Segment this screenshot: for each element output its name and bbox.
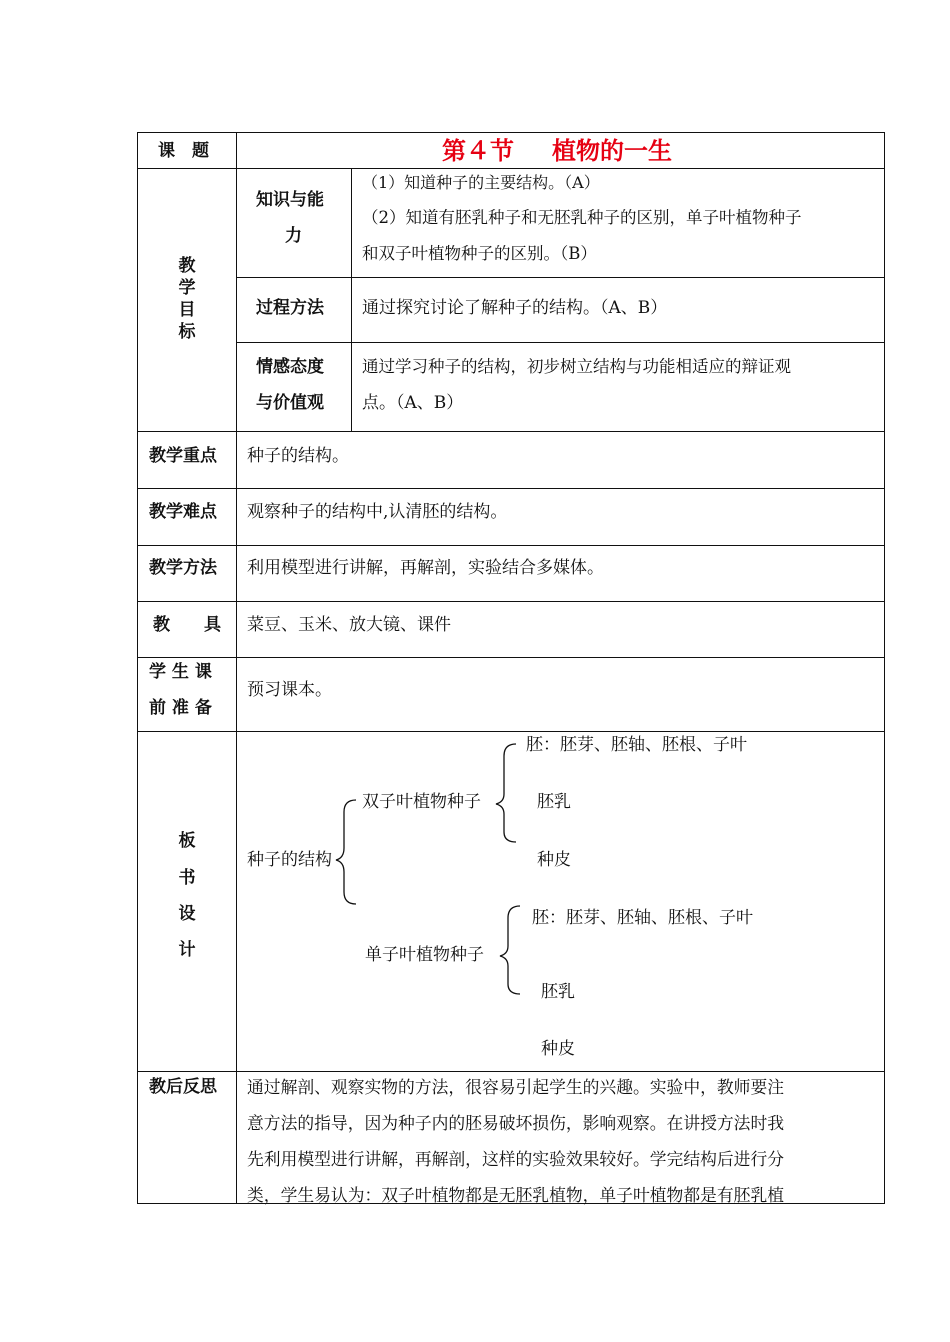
lesson-number: 第４节 (442, 137, 514, 165)
board-label-char: 计 (178, 940, 196, 960)
board-label-char: 板 (178, 831, 196, 851)
objectives-label-char: 教 (178, 256, 196, 276)
sub-row-divider (236, 342, 885, 343)
tools-text: 菜豆、玉米、放大镜、课件 (247, 615, 451, 635)
row-divider (137, 545, 885, 546)
emotion-line-1: 通过学习种子的结构，初步树立结构与功能相适应的辩证观 (362, 357, 791, 376)
reflection-line: 通过解剖、观察实物的方法，很容易引起学生的兴趣。实验中，教师要注 (247, 1077, 785, 1097)
reflection-line: 先利用模型进行讲解，再解剖，这样的实验效果较好。学完结构后进行分 (247, 1149, 785, 1169)
key-point-label: 教学重点 (149, 446, 217, 466)
emotion-label-line1: 情感态度 (256, 357, 324, 377)
prep-label-line2: 前 准 备 (149, 698, 212, 718)
board-label-char: 设 (178, 904, 196, 924)
row-divider (137, 1071, 885, 1072)
sub-row-divider (236, 277, 885, 278)
table-border-top (137, 132, 885, 133)
knowledge-label-line2: 力 (285, 226, 302, 246)
reflection-line: 类，学生易认为：双子叶植物都是无胚乳植物，单子叶植物都是有胚乳植 (247, 1185, 785, 1205)
emotion-label-line2: 与价值观 (256, 393, 324, 413)
objectives-label-char: 标 (178, 322, 196, 342)
row-divider (137, 657, 885, 658)
emotion-line-2: 点。（A、B） (362, 393, 464, 413)
difficulty-text: 观察种子的结构中,认清胚的结构。 (247, 502, 508, 522)
monocot-name: 单子叶植物种子 (365, 945, 484, 965)
board-label-char: 书 (178, 868, 196, 888)
reflection-line: 意方法的指导，因为种子内的胚易破坏损伤，影响观察。在讲授方法时我 (247, 1113, 785, 1133)
knowledge-line-1: （1）知道种子的主要结构。（A） (362, 173, 600, 192)
knowledge-label-line1: 知识与能 (256, 190, 324, 210)
tools-label: 教 具 (153, 615, 221, 635)
process-label: 过程方法 (256, 298, 324, 318)
key-point-text: 种子的结构。 (247, 446, 349, 466)
row-divider (137, 168, 885, 169)
prep-text: 预习课本。 (247, 680, 332, 700)
dicot-brace (496, 744, 516, 842)
row-divider (137, 488, 885, 489)
row-divider (137, 601, 885, 602)
row-divider (137, 731, 885, 732)
knowledge-line-2: （2）知道有胚乳种子和无胚乳种子的区别，单子叶植物种子 (362, 208, 802, 227)
root-brace (336, 800, 356, 904)
lesson-title: 植物的一生 (552, 137, 672, 165)
process-text: 通过探究讨论了解种子的结构。（A、B） (362, 298, 668, 318)
knowledge-line-3: 和双子叶植物种子的区别。（B） (362, 244, 597, 263)
sub-column-divider (351, 168, 352, 431)
monocot-coat: 种皮 (541, 1039, 575, 1059)
reflection-label: 教后反思 (149, 1077, 217, 1097)
method-text: 利用模型进行讲解，再解剖，实验结合多媒体。 (247, 558, 604, 578)
table-border-left (137, 132, 138, 1204)
monocot-endosperm: 胚乳 (541, 982, 575, 1002)
dicot-endosperm: 胚乳 (537, 792, 571, 812)
objectives-label-char: 目 (178, 300, 196, 320)
topic-label: 课 题 (158, 141, 209, 161)
dicot-coat: 种皮 (537, 850, 571, 870)
difficulty-label: 教学难点 (149, 502, 217, 522)
method-label: 教学方法 (149, 558, 217, 578)
monocot-brace (500, 906, 520, 994)
dicot-embryo: 胚：胚芽、胚轴、胚根、子叶 (526, 735, 747, 755)
table-border-right (884, 132, 885, 1204)
prep-label-line1: 学 生 课 (149, 662, 212, 682)
objectives-label-char: 学 (178, 278, 196, 298)
board-root: 种子的结构 (247, 850, 332, 870)
row-divider (137, 431, 885, 432)
monocot-embryo: 胚：胚芽、胚轴、胚根、子叶 (532, 908, 753, 928)
dicot-name: 双子叶植物种子 (362, 792, 481, 812)
column-divider (236, 132, 237, 1204)
